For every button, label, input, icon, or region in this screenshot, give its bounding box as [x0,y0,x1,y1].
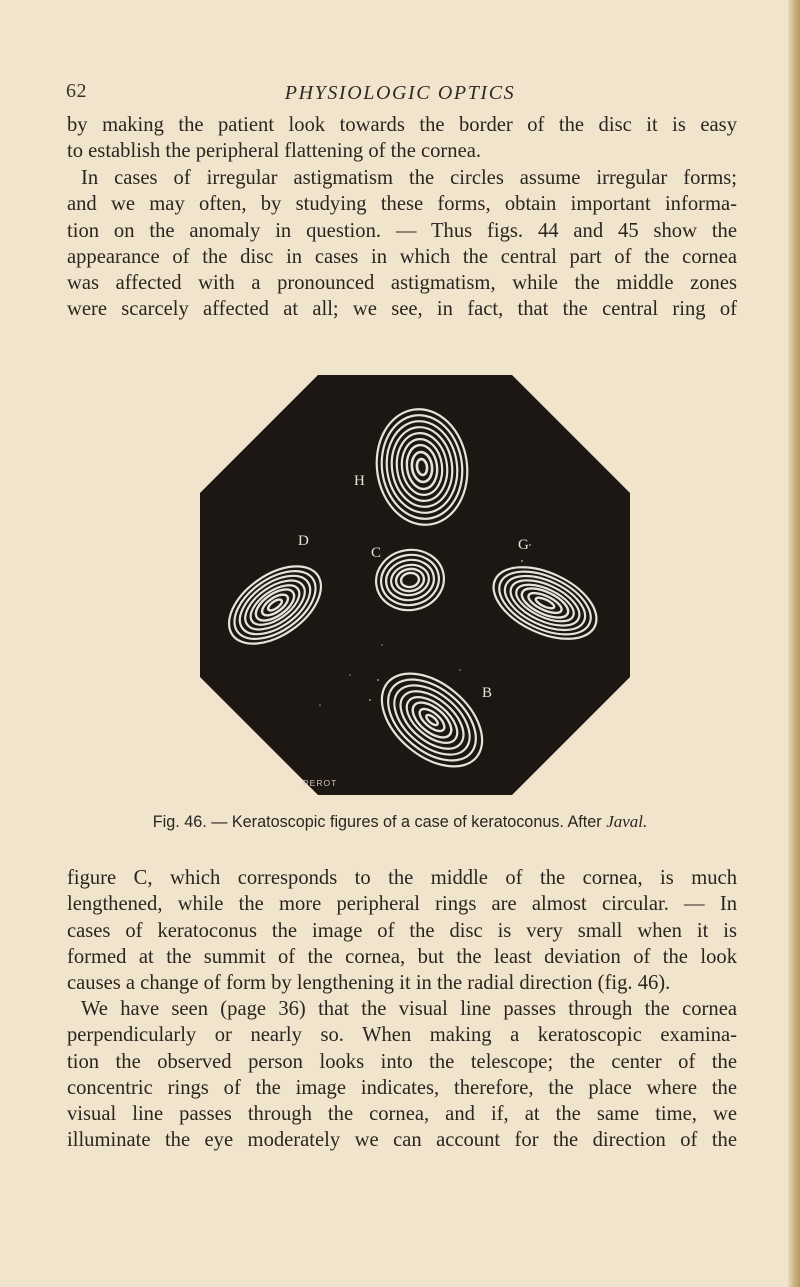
text-line: We have seen (page 36) that the visual line passes through the cornea [81,998,737,1020]
text-line: perpendicularly or nearly so. When making a keratoscopic examina- [67,1024,737,1047]
caption-author: Javal. [606,812,648,831]
text-line: illuminate the eye moderately we can account for the direction of the [67,1129,737,1152]
text-line: cases of keratoconus the image of the disc is very small when it is [67,919,737,942]
text-line: In cases of irregular astigmatism the circles assume irregular forms; [81,167,737,189]
text-line: appearance of the disc in cases in which the central part of the cornea [67,245,737,268]
text-line: formed at the summit of the cornea, but the least deviation of the look [67,945,737,968]
keratoscopic-figure [200,375,630,795]
label-h: H [354,473,365,489]
running-head: PHYSIOLOGIC OPTICS [284,82,516,104]
text-line: was affected with a pronounced astigmatism, while the middle zones [67,272,737,295]
text-line: figure C, which corresponds to the middle of the cornea, is much [67,867,737,889]
artist-signature: PEROT [303,778,338,788]
paragraph-4 [67,996,737,1154]
text-line: causes a change of form by lengthening it in the radial direction (fig. 46). [67,972,671,995]
text-line: tion the observed person looks into the telescope; the center of the [67,1050,737,1073]
text-line: visual line passes through the cornea, and if, at the same time, we [67,1103,737,1126]
label-c: C [371,545,382,561]
text-line: were scarcely affected at all; we see, in fact, that the central ring of [67,298,737,321]
text-line: by making the patient look towards the border of the disc it is easy [67,114,737,136]
page-edge [788,0,800,1287]
label-d: D [298,533,309,549]
figure-caption [0,812,800,832]
paragraph-3 [67,865,737,996]
paragraph-1 [67,112,737,165]
caption-text: Fig. 46. — Keratoscopic figures of a case of keratoconus. After [152,813,602,831]
page-number: 62 [66,80,87,102]
text-line: to establish the peripheral flattening of the cornea. [67,140,482,163]
label-b: B [482,685,493,701]
text-line: and we may often, by studying these forms, obtain important informa- [67,193,737,216]
text-line: tion on the anomaly in question. — Thus figs. 44 and 45 show the [67,219,737,242]
paragraph-2 [67,165,737,323]
label-g: G [518,537,529,553]
text-line: lengthened, while the more peripheral rings are almost circular. — In [67,893,737,916]
text-line: concentric rings of the image indicates, therefore, the place where the [67,1076,737,1099]
